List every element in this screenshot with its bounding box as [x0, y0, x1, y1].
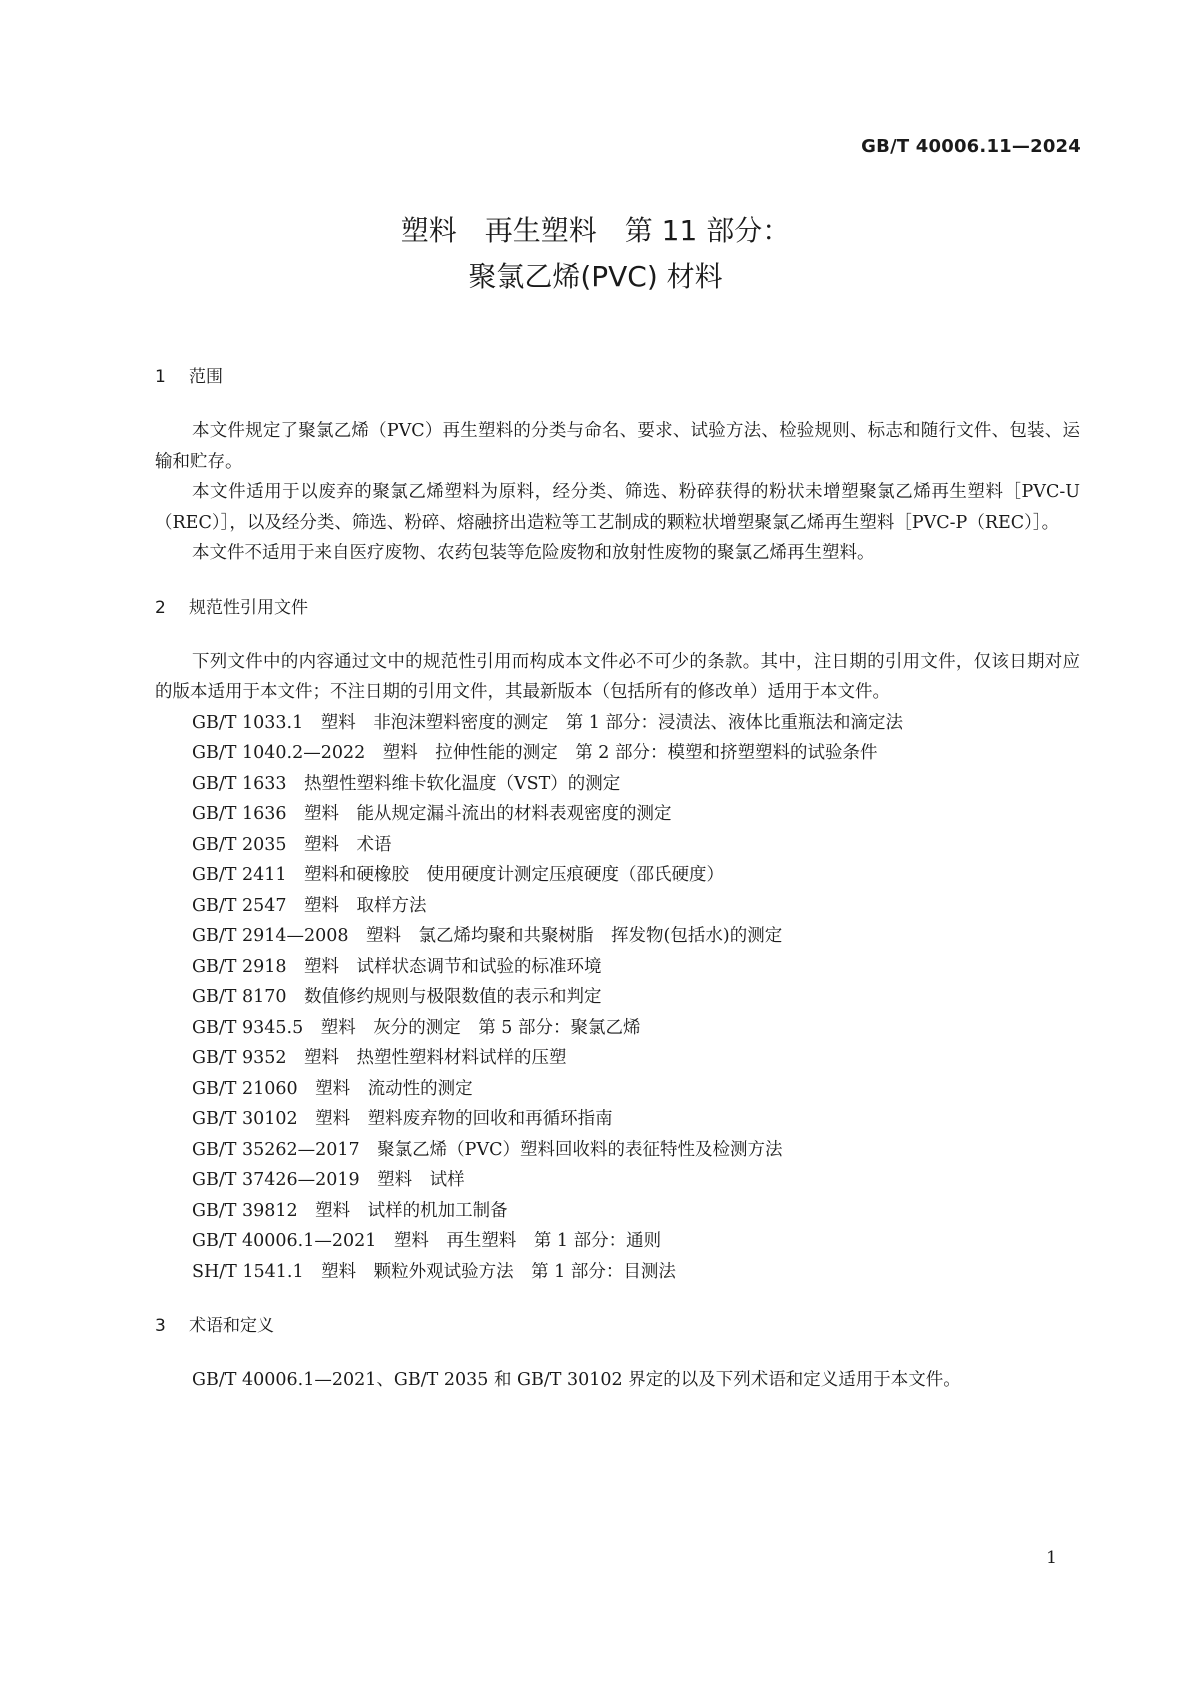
title-line-2: 聚氯乙烯(PVC) 材料	[468, 260, 723, 293]
title-line-1: 塑料 再生塑料 第 11 部分：	[400, 214, 791, 247]
reference-item: GB/T 21060 塑料 流动性的测定	[192, 1078, 473, 1099]
paragraph: 本文件适用于以废弃的聚氯乙烯塑料为原料，经分类、筛选、粉碎获得的粉状未增塑聚氯乙烯再生塑料［PVC-U（REC）］，以及经分类、筛选、粉碎、熔融挤出造粒等工艺制成的颗粒状增塑聚氯乙烯再生塑料［PVC-P（REC）］。	[155, 482, 1080, 533]
reference-item: GB/T 2918 塑料 试样状态调节和试验的标准环境	[192, 956, 602, 977]
reference-item: SH/T 1541.1 塑料 颗粒外观试验方法 第 1 部分：目测法	[192, 1261, 676, 1282]
section-number: 2	[155, 597, 166, 618]
reference-item: GB/T 1633 热塑性塑料维卡软化温度（VST）的测定	[192, 773, 621, 794]
page-number: 1	[1046, 1548, 1057, 1568]
reference-item: GB/T 1040.2—2022 塑料 拉伸性能的测定 第 2 部分：模塑和挤塑塑料的试验条件	[192, 743, 878, 763]
reference-item: GB/T 8170 数值修约规则与极限数值的表示和判定	[192, 987, 602, 1007]
document-body	[155, 362, 1080, 1396]
reference-item: GB/T 1033.1 塑料 非泡沫塑料密度的测定 第 1 部分：浸渍法、液体比重瓶法和滴定法	[192, 712, 903, 733]
reference-item: GB/T 2547 塑料 取样方法	[192, 895, 427, 916]
section-heading-scope	[155, 362, 1080, 392]
reference-item: GB/T 2914—2008 塑料 氯乙烯均聚和共聚树脂 挥发物(包括水)的测定	[192, 926, 783, 946]
reference-list	[155, 708, 1080, 1288]
reference-item: GB/T 39812 塑料 试样的机加工制备	[192, 1200, 508, 1221]
section-title: 范围	[189, 367, 223, 387]
reference-item: GB/T 9352 塑料 热塑性塑料材料试样的压塑	[192, 1048, 567, 1068]
section-title: 术语和定义	[189, 1316, 274, 1336]
reference-item: GB/T 1636 塑料 能从规定漏斗流出的材料表观密度的测定	[192, 804, 672, 824]
standard-number: GB/T 40006.11—2024	[861, 136, 1081, 157]
reference-item: GB/T 2411 塑料和硬橡胶 使用硬度计测定压痕硬度（邵氏硬度）	[192, 865, 725, 885]
section-heading-normative-references	[155, 593, 1080, 623]
paragraph: 本文件不适用于来自医疗废物、农药包装等危险废物和放射性废物的聚氯乙烯再生塑料。	[192, 543, 875, 563]
reference-item: GB/T 37426—2019 塑料 试样	[192, 1170, 465, 1190]
paragraph: 本文件规定了聚氯乙烯（PVC）再生塑料的分类与命名、要求、试验方法、检验规则、标志和随行文件、包装、运输和贮存。	[155, 421, 1080, 472]
reference-item: GB/T 9345.5 塑料 灰分的测定 第 5 部分：聚氯乙烯	[192, 1017, 641, 1038]
reference-item: GB/T 2035 塑料 术语	[192, 834, 392, 855]
section-number: 1	[155, 367, 166, 387]
section-heading-terms	[155, 1311, 1080, 1341]
reference-item: GB/T 35262—2017 聚氯乙烯（PVC）塑料回收料的表征特性及检测方法	[192, 1139, 783, 1160]
reference-item: GB/T 30102 塑料 塑料废弃物的回收和再循环指南	[192, 1109, 613, 1129]
paragraph: GB/T 40006.1—2021、GB/T 2035 和 GB/T 30102 界定的以及下列术语和定义适用于本文件。	[192, 1370, 961, 1390]
section-title: 规范性引用文件	[189, 597, 308, 618]
document-title	[0, 208, 1191, 300]
reference-item: GB/T 40006.1—2021 塑料 再生塑料 第 1 部分：通则	[192, 1231, 662, 1251]
section-number: 3	[155, 1316, 166, 1336]
paragraph: 下列文件中的内容通过文中的规范性引用而构成本文件必不可少的条款。其中，注日期的引用文件，仅该日期对应的版本适用于本文件；不注日期的引用文件，其最新版本（包括所有的修改单）适用于本文件。	[155, 651, 1080, 702]
